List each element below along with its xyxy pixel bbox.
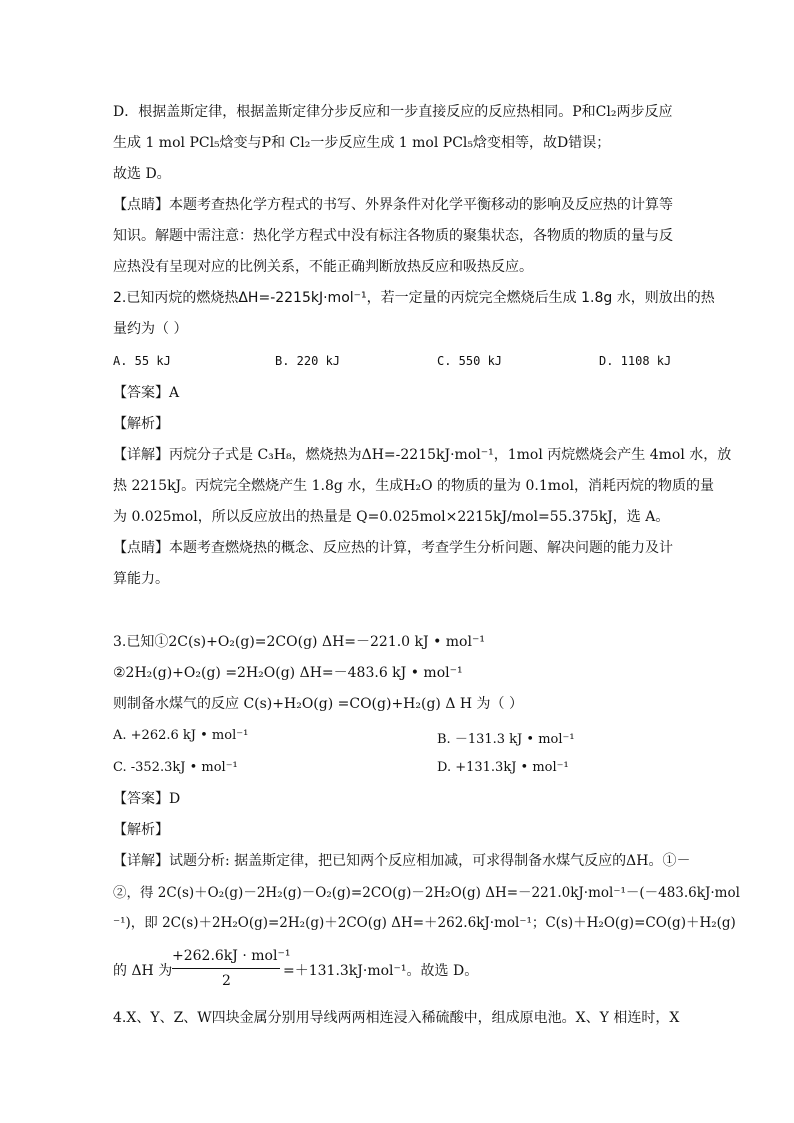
note-heading-line: 【点睛】本题考查热化学方程式的书写、外界条件对化学平衡移动的影响及反应热的计算等 bbox=[113, 197, 673, 213]
text-line: D．根据盖斯定律，根据盖斯定律分步反应和一步直接反应的反应热相同。P和Cl₂两步反应 bbox=[113, 104, 673, 120]
fraction-prefix: 的 ΔH 为 bbox=[113, 963, 173, 979]
text-line: 生成 1 mol PCl₅焓变与P和 Cl₂一步反应生成 1 mol PCl₅焓变相等，故D错误； bbox=[113, 135, 611, 151]
fraction-numerator: +262.6kJ · mol⁻¹ bbox=[172, 948, 291, 964]
q3-option-b: B. －131.3 kJ • mol⁻¹ bbox=[437, 732, 575, 747]
q2-option-a: A. 55 kJ bbox=[113, 354, 171, 368]
question-3-stem: 3.已知①2C(s)+O₂(g)=2CO(g) ΔH=－221.0 kJ • mol⁻¹ bbox=[113, 634, 485, 650]
text-line: 知识。解题中需注意：热化学方程式中没有标注各物质的聚集状态，各物质的物质的量与反 bbox=[113, 228, 673, 244]
text-line: 热 2215kJ。丙烷完全燃烧产生 1.8g 水，生成H₂O 的物质的量为 0.1mol，消耗丙烷的物质的量 bbox=[113, 478, 714, 494]
text-line: ⁻¹)，即 2C(s)＋2H₂O(g)=2H₂(g)＋2CO(g) ΔH=＋262.6kJ·mol⁻¹；C(s)＋H₂O(g)=CO(g)＋H₂(g) bbox=[113, 915, 736, 931]
fraction-denominator: 2 bbox=[222, 973, 231, 989]
answer-label-q2: 【答案】A bbox=[113, 385, 180, 401]
q2-option-b: B. 220 kJ bbox=[275, 354, 341, 368]
text-line: 【详解】丙烷分子式是 C₃H₈，燃烧热为ΔH=-2215kJ·mol⁻¹，1mol 丙烷燃烧会产生 4mol 水，放 bbox=[113, 447, 732, 463]
question-2-stem: 2.已知丙烷的燃烧热ΔH=-2215kJ·mol⁻¹，若一定量的丙烷完全燃烧后生成 1.8g 水，则放出的热 bbox=[113, 290, 715, 306]
question-3-ask: 则制备水煤气的反应 C(s)+H₂O(g) =CO(g)+H₂(g) Δ H 为（ ） bbox=[113, 696, 523, 712]
text-line: 算能力。 bbox=[113, 571, 169, 587]
q3-option-a: A. +262.6 kJ • mol⁻¹ bbox=[113, 728, 249, 743]
q2-option-d: D. 1108 kJ bbox=[599, 354, 672, 368]
q3-option-c: C. -352.3kJ • mol⁻¹ bbox=[113, 760, 238, 775]
text-line: 为 0.025mol，所以反应放出的热量是 Q=0.025mol×2215kJ/mol=55.375kJ，选 A。 bbox=[113, 509, 670, 525]
fraction-suffix: =＋131.3kJ·mol⁻¹。故选 D。 bbox=[283, 963, 479, 979]
question-3-eq2: ②2H₂(g)+O₂(g) =2H₂O(g) ΔH=－483.6 kJ • mol⁻¹ bbox=[113, 665, 463, 681]
text-line: ②，得 2C(s)＋O₂(g)－2H₂(g)－O₂(g)=2CO(g)－2H₂O(g) ΔH=－221.0kJ·mol⁻¹－(－483.6kJ·mol bbox=[113, 885, 740, 901]
text-line: 【点睛】本题考查燃烧热的概念、反应热的计算，考查学生分析问题、解决问题的能力及计 bbox=[113, 540, 673, 556]
analysis-label-q2: 【解析】 bbox=[113, 416, 169, 432]
analysis-label-q3: 【解析】 bbox=[113, 822, 169, 838]
question-2-stem-cont: 量约为（ ） bbox=[113, 321, 188, 337]
q2-option-c: C. 550 kJ bbox=[437, 354, 503, 368]
question-4-stem: 4.X、Y、Z、W四块金属分别用导线两两相连浸入稀硫酸中，组成原电池。X、Y 相连时，X bbox=[113, 1010, 680, 1026]
text-line: 【详解】试题分析: 据盖斯定律，把已知两个反应相加减，可求得制备水煤气反应的ΔH。①－ bbox=[113, 853, 691, 869]
fraction-bar bbox=[172, 968, 280, 969]
text-line: 应热没有呈现对应的比例关系，不能正确判断放热反应和吸热反应。 bbox=[113, 259, 533, 275]
q3-option-d: D. +131.3kJ • mol⁻¹ bbox=[437, 760, 569, 775]
text-line: 故选 D。 bbox=[113, 166, 171, 182]
answer-label-q3: 【答案】D bbox=[113, 791, 181, 807]
